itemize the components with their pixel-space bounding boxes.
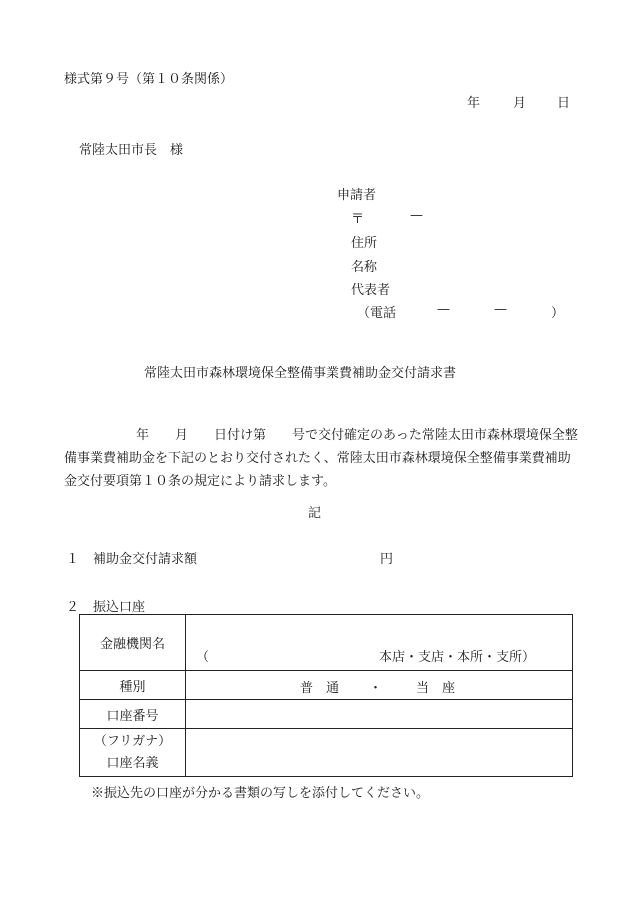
account-number-label: 口座番号 xyxy=(80,700,186,729)
table-row xyxy=(80,671,573,700)
account-name-label: 口座名義 xyxy=(106,755,159,771)
phone-close: ） xyxy=(551,306,565,321)
institution-value xyxy=(186,615,573,671)
table-row xyxy=(80,700,573,729)
branch-options: 本店・支店・本所・支所） xyxy=(379,650,536,665)
furigana-label: （フリガナ） xyxy=(93,733,172,749)
institution-label: 金融機関名 xyxy=(80,615,186,671)
request-paragraph xyxy=(64,424,579,493)
phone-dash-2: — xyxy=(494,302,507,317)
form-number: 様式第９号（第１０条関係） xyxy=(64,72,234,87)
type-label: 種別 xyxy=(80,671,186,700)
item1-unit: 円 xyxy=(380,552,394,567)
name-label: 名称 xyxy=(351,260,378,275)
phone-dash-1: — xyxy=(437,302,450,317)
type-value xyxy=(186,671,573,700)
bank-account-table xyxy=(79,614,573,777)
item1-label: 補助金交付請求額 xyxy=(93,552,198,567)
table-row xyxy=(80,615,573,671)
type-dot: ・ xyxy=(369,681,383,696)
item2-label: 振込口座 xyxy=(93,600,146,615)
institution-paren: （ xyxy=(196,650,210,665)
item1-number: １ xyxy=(66,552,80,567)
ki-heading: 記 xyxy=(308,506,322,521)
addressee: 常陸太田市長 様 xyxy=(79,143,184,158)
representative-label: 代表者 xyxy=(351,283,391,298)
applicant-heading: 申請者 xyxy=(337,188,377,203)
document-title: 常陸太田市森林環境保全整備事業費補助金交付請求書 xyxy=(144,366,457,381)
date-day: 日 xyxy=(557,96,571,111)
postal-mark: 〒 xyxy=(351,212,365,227)
address-label: 住所 xyxy=(351,236,378,251)
body-day-ref: 日付け第 xyxy=(214,428,267,443)
body-month: 月 xyxy=(175,428,189,443)
date-year: 年 xyxy=(467,96,481,111)
body-text: 号で交付確定のあった常陸太田市森林環境保全整備事業費補助金を下記のとおり交付されたく、常陸太田市森林環境保全整備事業費補助金交付要項第１０条の規定により請求します。 xyxy=(64,428,578,489)
account-name-value xyxy=(186,729,573,777)
attachment-note: ※振込先の口座が分かる書類の写しを添付してください。 xyxy=(91,786,430,801)
account-number-value xyxy=(186,700,573,729)
type-current: 当 座 xyxy=(416,681,456,696)
type-ordinary: 普 通 xyxy=(300,681,340,696)
item2-number: ２ xyxy=(66,600,80,615)
postal-dash: — xyxy=(410,208,423,223)
date-month: 月 xyxy=(513,96,527,111)
account-name-cell xyxy=(80,729,186,777)
phone-open: （電話 xyxy=(357,306,397,321)
table-row xyxy=(80,729,573,777)
body-year: 年 xyxy=(136,428,150,443)
